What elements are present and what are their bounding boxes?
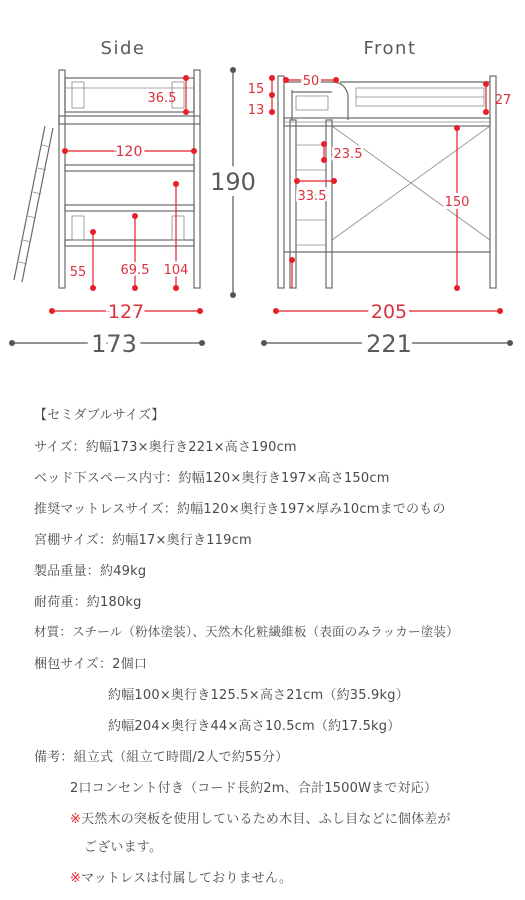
side-dim-120: 120 [115,144,143,160]
spec-package-2: 約幅204×奥行き44×高さ10.5cm（約17.5kg） [108,719,401,734]
dimension-diagram [0,0,525,380]
front-dim-221: 221 [366,330,412,358]
note-1-text: 天然木の突板を使用しているため木目、ふし目などに個体差が [81,812,451,827]
front-dim-23-5: 23.5 [333,147,363,162]
side-dim-104: 104 [163,263,189,278]
spec-size: サイズ：約幅173×奥行き221×高さ190cm [34,440,297,455]
front-dim-27: 27 [494,93,512,108]
side-dim-173: 173 [91,330,137,358]
spec-mattress: 推奨マットレスサイズ：約幅120×奥行き197×厚み10cmまでのもの [34,502,446,517]
spec-note-1 [70,808,451,827]
front-view-drawing [278,76,496,288]
spec-outlet: 2口コンセント付き（コード長約2m、合計1500Wまで対応） [70,781,438,796]
side-dim-55: 55 [69,265,87,280]
front-dim-150: 150 [444,195,470,210]
front-dim-33-5: 33.5 [297,189,327,204]
note-2-text: マットレスは付属しておりません。 [81,871,293,886]
side-dim-36-5: 36.5 [147,91,177,106]
front-dim-13: 13 [247,103,265,118]
spec-package-1: 約幅100×奥行き125.5×高さ21cm（約35.9kg） [108,688,409,703]
spec-remarks: 備考：組立式（組立て時間/2人で約55分） [34,750,289,765]
height-190: 190 [210,168,256,196]
spec-material: 材質：スチール（粉体塗装）、天然木化粧繊維板（表面のみラッカー塗装） [34,624,459,639]
side-title: Side [100,38,146,59]
note-mark-1: ※ [70,812,82,827]
spec-under-space: ベッド下スペース内寸：約幅120×奥行き197×高さ150cm [34,471,390,486]
spec-note-1b: ございます。 [84,840,163,855]
spec-header: 【セミダブルサイズ】 [34,408,165,423]
side-dim-69-5: 69.5 [120,263,150,278]
note-mark-2: ※ [70,871,82,886]
front-dim-15: 15 [247,82,265,97]
front-dim-205: 205 [370,301,408,323]
spec-weight: 製品重量：約49kg [34,564,147,579]
spec-package: 梱包サイズ：2個口 [34,657,148,672]
front-dim-50: 50 [302,74,320,89]
spec-note-2 [70,867,292,886]
front-title: Front [363,38,417,59]
spec-shelf: 宮棚サイズ：約幅17×奥行き119cm [34,533,252,548]
spec-load: 耐荷重：約180kg [34,595,142,610]
side-dim-127: 127 [107,301,145,323]
